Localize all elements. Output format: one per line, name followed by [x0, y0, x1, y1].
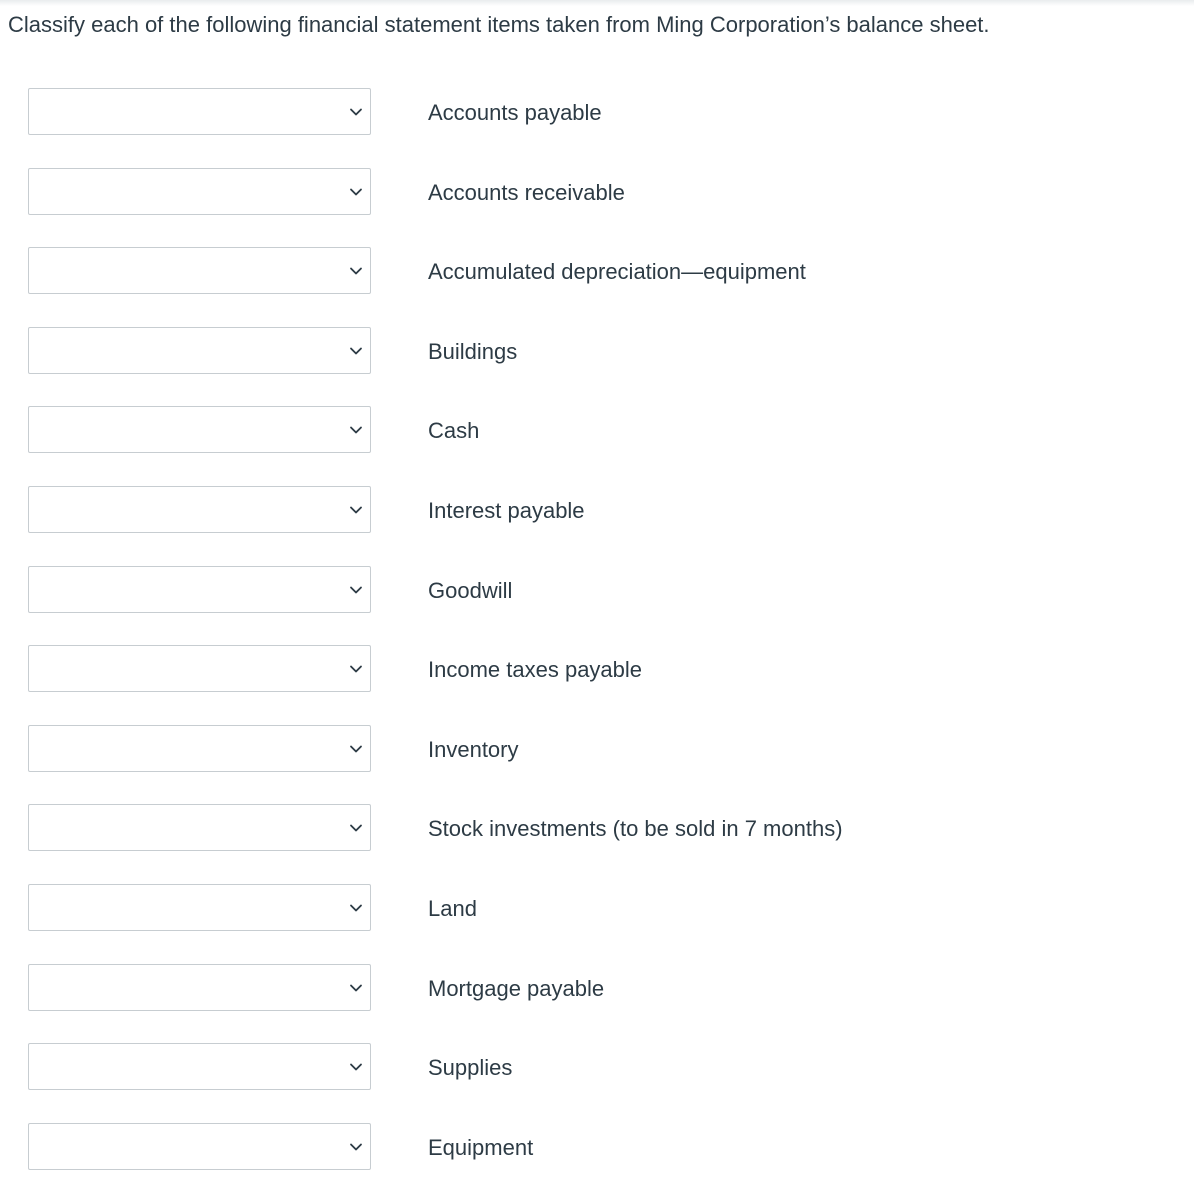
classification-row [0, 645, 1194, 725]
classification-row [0, 88, 1194, 168]
chevron-down-icon [348, 263, 364, 279]
classification-select[interactable] [28, 1043, 371, 1090]
classification-select[interactable] [28, 327, 371, 374]
classification-row [0, 247, 1194, 327]
classification-select[interactable] [28, 804, 371, 851]
item-label: Cash [428, 418, 480, 444]
classification-row [0, 406, 1194, 486]
classification-row [0, 566, 1194, 646]
classification-select[interactable] [28, 566, 371, 613]
classification-select[interactable] [28, 1123, 371, 1170]
item-label: Interest payable [428, 497, 585, 523]
item-label: Supplies [428, 1055, 513, 1081]
top-shadow [0, 0, 1194, 6]
item-label: Inventory [428, 736, 519, 762]
classification-row [0, 1043, 1194, 1123]
classification-row [0, 804, 1194, 884]
chevron-down-icon [348, 661, 364, 677]
classification-row [0, 327, 1194, 407]
classification-row [0, 1123, 1194, 1202]
classification-row [0, 486, 1194, 566]
item-label: Goodwill [428, 577, 513, 603]
item-label: Equipment [428, 1134, 534, 1160]
chevron-down-icon [348, 502, 364, 518]
classification-select[interactable] [28, 168, 371, 215]
chevron-down-icon [348, 422, 364, 438]
classification-select[interactable] [28, 486, 371, 533]
item-label: Land [428, 895, 477, 921]
item-label: Buildings [428, 338, 518, 364]
chevron-down-icon [348, 741, 364, 757]
classification-select[interactable] [28, 406, 371, 453]
chevron-down-icon [348, 582, 364, 598]
item-label: Accounts payable [428, 100, 602, 125]
classification-row [0, 168, 1194, 248]
classification-select[interactable] [28, 964, 371, 1011]
classification-select[interactable] [28, 884, 371, 931]
chevron-down-icon [348, 104, 364, 120]
classification-select[interactable] [28, 725, 371, 772]
chevron-down-icon [348, 820, 364, 836]
question-prompt: Classify each of the following financial statement items taken from Ming Corporation’s balance sheet. [8, 12, 990, 37]
chevron-down-icon [348, 900, 364, 916]
classification-select[interactable] [28, 247, 371, 294]
classification-select[interactable] [28, 645, 371, 692]
chevron-down-icon [348, 343, 364, 359]
chevron-down-icon [348, 1059, 364, 1075]
classification-row [0, 884, 1194, 964]
item-label: Accounts receivable [428, 179, 625, 205]
item-label: Stock investments (to be sold in 7 months) [428, 816, 843, 842]
classification-row [0, 964, 1194, 1044]
chevron-down-icon [348, 980, 364, 996]
classification-row [0, 725, 1194, 805]
item-label: Income taxes payable [428, 657, 643, 683]
item-label: Mortgage payable [428, 975, 605, 1001]
classification-select[interactable] [28, 88, 371, 135]
chevron-down-icon [348, 184, 364, 200]
item-label: Accumulated depreciation—equipment [428, 259, 806, 285]
classification-list [0, 88, 1194, 1202]
chevron-down-icon [348, 1139, 364, 1155]
